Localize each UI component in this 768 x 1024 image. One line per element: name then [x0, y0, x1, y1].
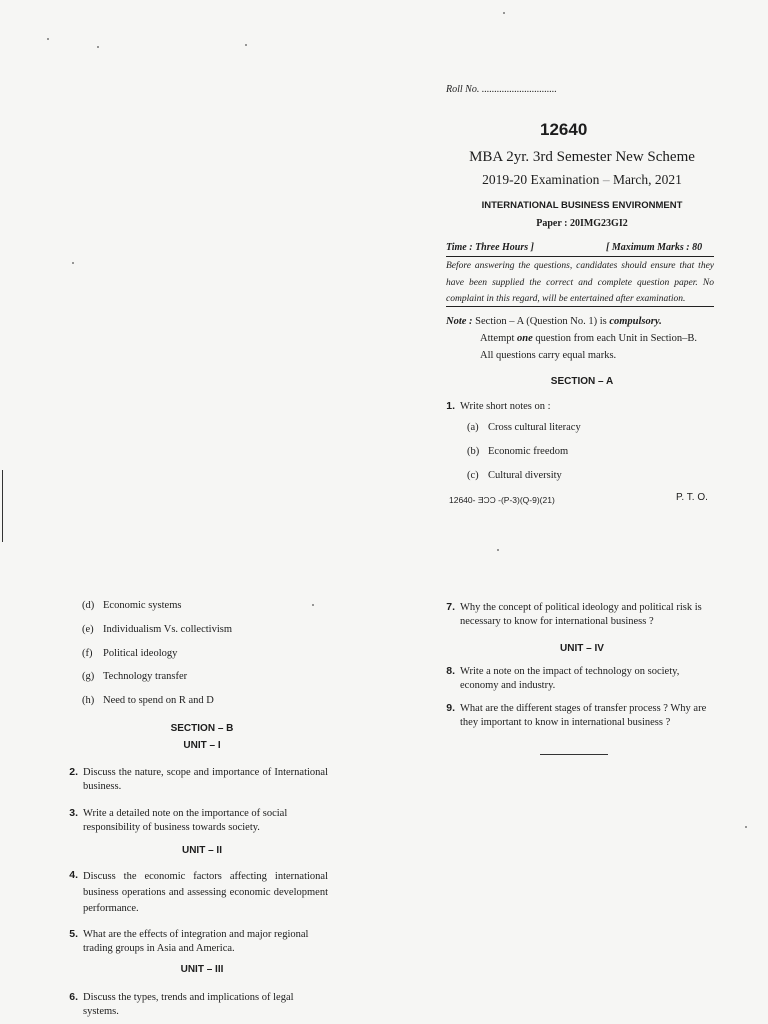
scan-speck — [72, 262, 74, 264]
question-8 — [437, 665, 712, 693]
question-1 — [437, 400, 717, 414]
question-5 — [60, 928, 328, 956]
question-text: What are the effects of integration and major regional trading groups in Asia and America. — [83, 929, 309, 954]
paper-id: Paper : 20IMG23GI2 — [536, 218, 628, 229]
question-number: 2. — [69, 766, 78, 778]
question-text: Write a detailed note on the importance of social responsibility of business towards society. — [83, 808, 288, 833]
note-line-1: Section – A (Question No. 1) is — [475, 316, 607, 327]
time-allowed: Time : Three Hours ] — [446, 242, 534, 253]
question-number: 8. — [446, 665, 455, 677]
q1-item-d — [82, 600, 181, 611]
note-line-2: question from each Unit in Section–B. — [535, 333, 697, 344]
item-label: (c) — [467, 470, 479, 481]
note-line-3: All questions carry equal marks. — [480, 350, 617, 361]
q1-item-e — [82, 624, 232, 635]
question-7 — [437, 601, 712, 629]
question-4 — [60, 869, 328, 917]
question-number: 7. — [446, 601, 455, 613]
item-label: (e) — [82, 624, 94, 635]
end-rule — [540, 754, 608, 755]
question-2 — [60, 766, 328, 794]
item-text: Cross cultural literacy — [488, 422, 581, 433]
section-b-heading: SECTION – B — [170, 723, 234, 734]
item-text: Economic systems — [103, 600, 182, 611]
note-one: one — [517, 333, 533, 344]
exam-title — [452, 172, 712, 188]
exam-separator: – — [602, 172, 610, 187]
item-label: (a) — [467, 422, 479, 433]
question-text: Why the concept of political ideology and political risk is necessary to know for international business ? — [460, 602, 702, 627]
question-text: Discuss the nature, scope and importance of International business. — [83, 767, 328, 792]
question-number: 9. — [446, 702, 455, 714]
unit-3-heading: UNIT – III — [180, 964, 224, 975]
scan-speck — [312, 604, 314, 606]
item-text: Economic freedom — [488, 446, 569, 457]
unit-4-heading: UNIT – IV — [560, 643, 604, 654]
note-block — [446, 313, 716, 364]
note-label: Note : — [446, 316, 473, 327]
item-text: Political ideology — [103, 648, 178, 659]
pto-label: P. T. O. — [676, 492, 708, 503]
question-number: 6. — [69, 991, 78, 1003]
q1-item-c — [467, 470, 562, 481]
scan-speck — [245, 44, 247, 46]
paper-code: 12640 — [540, 120, 588, 139]
note-attempt: Attempt — [480, 333, 515, 344]
question-text: What are the different stages of transfer process ? Why are they important to know in international business ? — [460, 703, 707, 728]
item-label: (h) — [82, 695, 95, 706]
question-number: 1. — [446, 400, 455, 412]
item-text: Technology transfer — [103, 671, 188, 682]
q1-item-b — [467, 446, 568, 457]
exam-date: March, 2021 — [612, 172, 682, 187]
question-number: 3. — [69, 807, 78, 819]
scan-speck — [97, 46, 99, 48]
question-6 — [60, 991, 328, 1019]
q1-item-f — [82, 648, 177, 659]
question-text: Write short notes on : — [460, 401, 551, 412]
item-label: (b) — [467, 446, 480, 457]
scan-speck — [745, 826, 747, 828]
unit-2-heading: UNIT – II — [181, 845, 222, 856]
item-text: Cultural diversity — [488, 470, 562, 481]
item-label: (g) — [82, 671, 95, 682]
section-a-heading: SECTION – A — [550, 376, 614, 387]
q1-item-a — [467, 422, 581, 433]
footer-code: 12640- ƎƆƆ -(P-3)(Q-9)(21) — [449, 495, 555, 505]
maximum-marks: [ Maximum Marks : 80 — [606, 242, 703, 253]
q1-item-g — [82, 671, 187, 682]
item-text: Need to spend on R and D — [103, 695, 214, 706]
scan-speck — [47, 38, 49, 40]
item-label: (d) — [82, 600, 95, 611]
question-number: 5. — [69, 928, 78, 940]
question-text: Write a note on the impact of technology on society, economy and industry. — [460, 666, 680, 691]
roll-number-label: Roll No. .............................. — [446, 84, 557, 95]
scan-speck — [503, 12, 505, 14]
question-9 — [437, 702, 712, 730]
question-text: Discuss the types, trends and implications of legal systems. — [83, 992, 294, 1017]
question-text: Discuss the economic factors affecting international business operations and assessing economic development performance. — [83, 871, 328, 914]
divider-top — [446, 256, 714, 257]
unit-1-heading: UNIT – I — [183, 740, 221, 751]
scan-edge-mark — [2, 470, 3, 542]
scan-speck — [497, 549, 499, 551]
question-3 — [60, 807, 328, 835]
question-number: 4. — [69, 869, 78, 881]
course-title: MBA 2yr. 3rd Semester New Scheme — [469, 149, 695, 165]
item-text: Individualism Vs. collectivism — [103, 624, 233, 635]
subject-title: INTERNATIONAL BUSINESS ENVIRONMENT — [481, 200, 683, 211]
note-compulsory: compulsory. — [609, 316, 662, 327]
divider-bottom — [446, 306, 714, 307]
q1-item-h — [82, 695, 214, 706]
instruction-text: Before answering the questions, candidates should ensure that they have been supplied the correct and complete question paper. No complaint in this regard, will be entertained after examination. — [446, 261, 714, 304]
item-label: (f) — [82, 648, 93, 659]
exam-session: 2019-20 Examination — [482, 172, 600, 187]
